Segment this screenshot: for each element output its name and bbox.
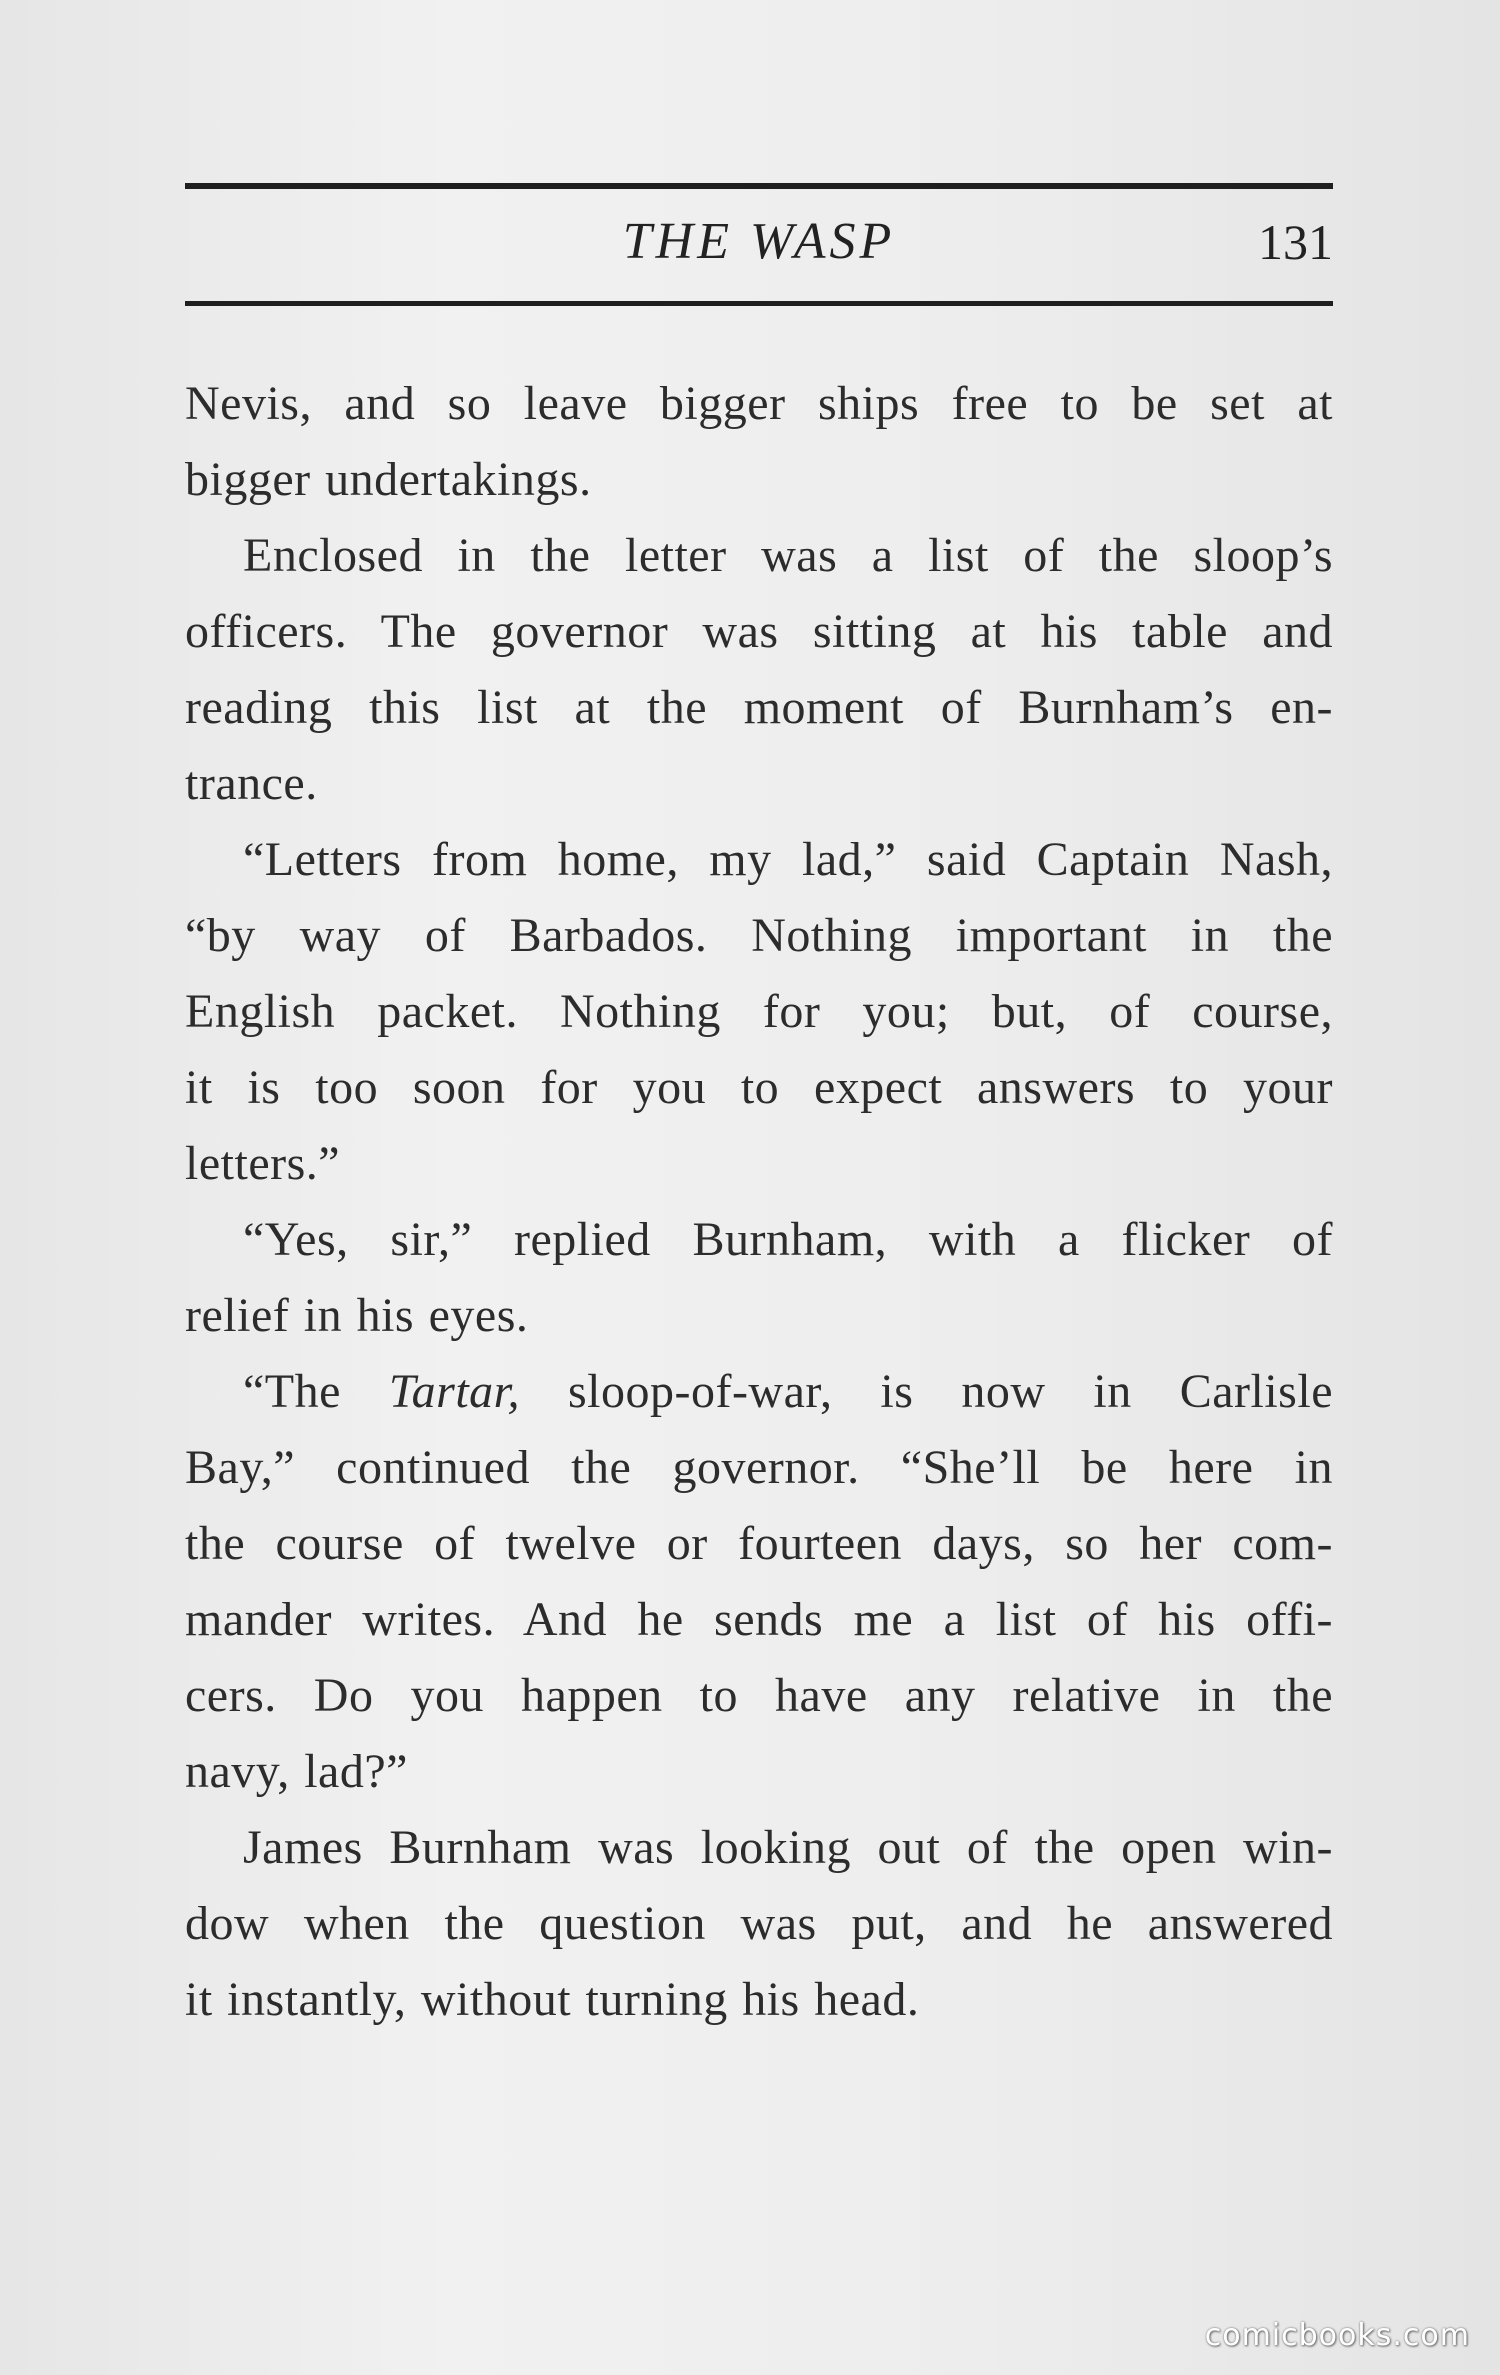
- text-line: Enclosed in the letter was a list of the sloop’s: [243, 529, 1333, 582]
- text-line: reading this list at the moment of Burnham’s en-: [185, 681, 1333, 734]
- paragraph: [185, 1810, 1333, 2038]
- text-line: [185, 1354, 1333, 1430]
- running-title: THE WASP: [622, 213, 896, 270]
- paragraph: [185, 1202, 1333, 1354]
- text-line: it instantly, without turning his head.: [185, 1973, 920, 2026]
- text-line: dow when the question was put, and he answered: [185, 1897, 1333, 1950]
- text-line: “Yes, sir,” replied Burnham, with a flicker of: [243, 1213, 1333, 1266]
- text-line: bigger undertakings.: [185, 453, 592, 506]
- text-line: it is too soon for you to expect answers to your: [185, 1061, 1333, 1114]
- watermark: comicbooks.com: [1204, 2318, 1470, 2353]
- text-line: letters.”: [185, 1137, 341, 1190]
- text-line: trance.: [185, 757, 318, 810]
- header-top-rule: [185, 183, 1333, 189]
- text-line: Bay,” continued the governor. “She’ll be here in: [185, 1441, 1333, 1494]
- paragraph: [185, 1354, 1333, 1810]
- paragraph: [185, 366, 1333, 518]
- text-line: James Burnham was looking out of the open win-: [243, 1821, 1333, 1874]
- page-number: 131: [1258, 214, 1333, 270]
- paragraph: [185, 518, 1333, 822]
- text-line: the course of twelve or fourteen days, so her com-: [185, 1517, 1333, 1570]
- text-fragment: sloop-of-war, is now in Carlisle: [520, 1365, 1333, 1418]
- running-head: [185, 212, 1333, 282]
- text-line: mander writes. And he sends me a list of his offi-: [185, 1593, 1333, 1646]
- text-line: officers. The governor was sitting at his table and: [185, 605, 1333, 658]
- text-line: English packet. Nothing for you; but, of course,: [185, 985, 1333, 1038]
- text-line: “Letters from home, my lad,” said Captain Nash,: [243, 833, 1333, 886]
- text-line: “by way of Barbados. Nothing important in the: [185, 909, 1333, 962]
- text-line: Nevis, and so leave bigger ships free to be set at: [185, 377, 1333, 430]
- text-fragment: “The: [243, 1365, 389, 1418]
- text-line: navy, lad?”: [185, 1745, 408, 1798]
- ship-name: Tartar,: [388, 1365, 521, 1418]
- body-text: [185, 366, 1333, 2038]
- header-bottom-rule: [185, 301, 1333, 306]
- paragraph: [185, 822, 1333, 1202]
- text-line: relief in his eyes.: [185, 1289, 529, 1342]
- text-line: cers. Do you happen to have any relative in the: [185, 1669, 1333, 1722]
